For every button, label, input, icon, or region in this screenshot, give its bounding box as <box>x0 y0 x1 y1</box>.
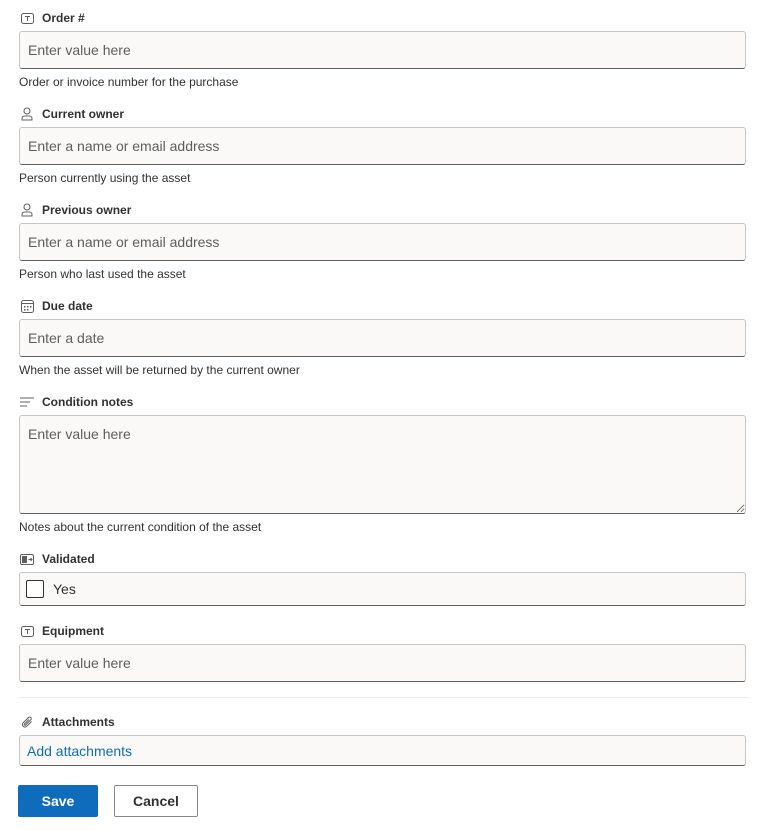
text-field-icon <box>19 623 35 639</box>
previous-owner-input[interactable] <box>19 223 746 261</box>
due-date-input[interactable] <box>19 319 746 357</box>
current-owner-help: Person currently using the asset <box>19 171 191 185</box>
current-owner-label: Current owner <box>42 107 125 121</box>
yes-no-icon <box>19 551 35 567</box>
previous-owner-label: Previous owner <box>42 203 132 217</box>
order-input[interactable] <box>19 31 746 69</box>
cancel-button[interactable]: Cancel <box>114 785 198 817</box>
multiline-text-icon <box>19 394 35 410</box>
paperclip-icon <box>19 714 35 730</box>
condition-notes-textarea[interactable] <box>19 415 746 514</box>
due-date-help: When the asset will be returned by the current owner <box>19 363 300 377</box>
previous-owner-help: Person who last used the asset <box>19 267 186 281</box>
condition-notes-help: Notes about the current condition of the asset <box>19 520 262 534</box>
due-date-label: Due date <box>42 299 93 313</box>
text-field-icon <box>19 10 35 26</box>
validated-option-label: Yes <box>53 581 76 597</box>
calendar-icon <box>19 298 35 314</box>
validated-label-row <box>19 550 95 568</box>
equipment-label-row <box>19 622 104 640</box>
person-icon <box>19 202 35 218</box>
validated-label: Validated <box>42 552 95 566</box>
condition-notes-label: Condition notes <box>42 395 134 409</box>
equipment-label: Equipment <box>42 624 104 638</box>
order-label: Order # <box>42 11 85 25</box>
save-button[interactable]: Save <box>18 785 98 817</box>
add-attachments-text[interactable]: Add attachments <box>27 742 133 759</box>
add-attachments-link[interactable] <box>19 735 746 766</box>
attachments-label: Attachments <box>42 715 115 729</box>
equipment-input[interactable] <box>19 644 746 682</box>
previous-owner-label-row <box>19 201 131 219</box>
order-help: Order or invoice number for the purchase <box>19 75 239 89</box>
person-icon <box>19 106 35 122</box>
current-owner-label-row <box>19 105 124 123</box>
current-owner-input[interactable] <box>19 127 746 165</box>
attachments-label-row <box>19 713 115 731</box>
validated-checkbox[interactable] <box>26 580 44 598</box>
order-label-row <box>19 9 85 27</box>
divider <box>18 697 750 698</box>
due-date-label-row <box>19 297 93 315</box>
condition-notes-label-row <box>19 393 133 411</box>
validated-checkbox-field[interactable] <box>19 572 746 606</box>
